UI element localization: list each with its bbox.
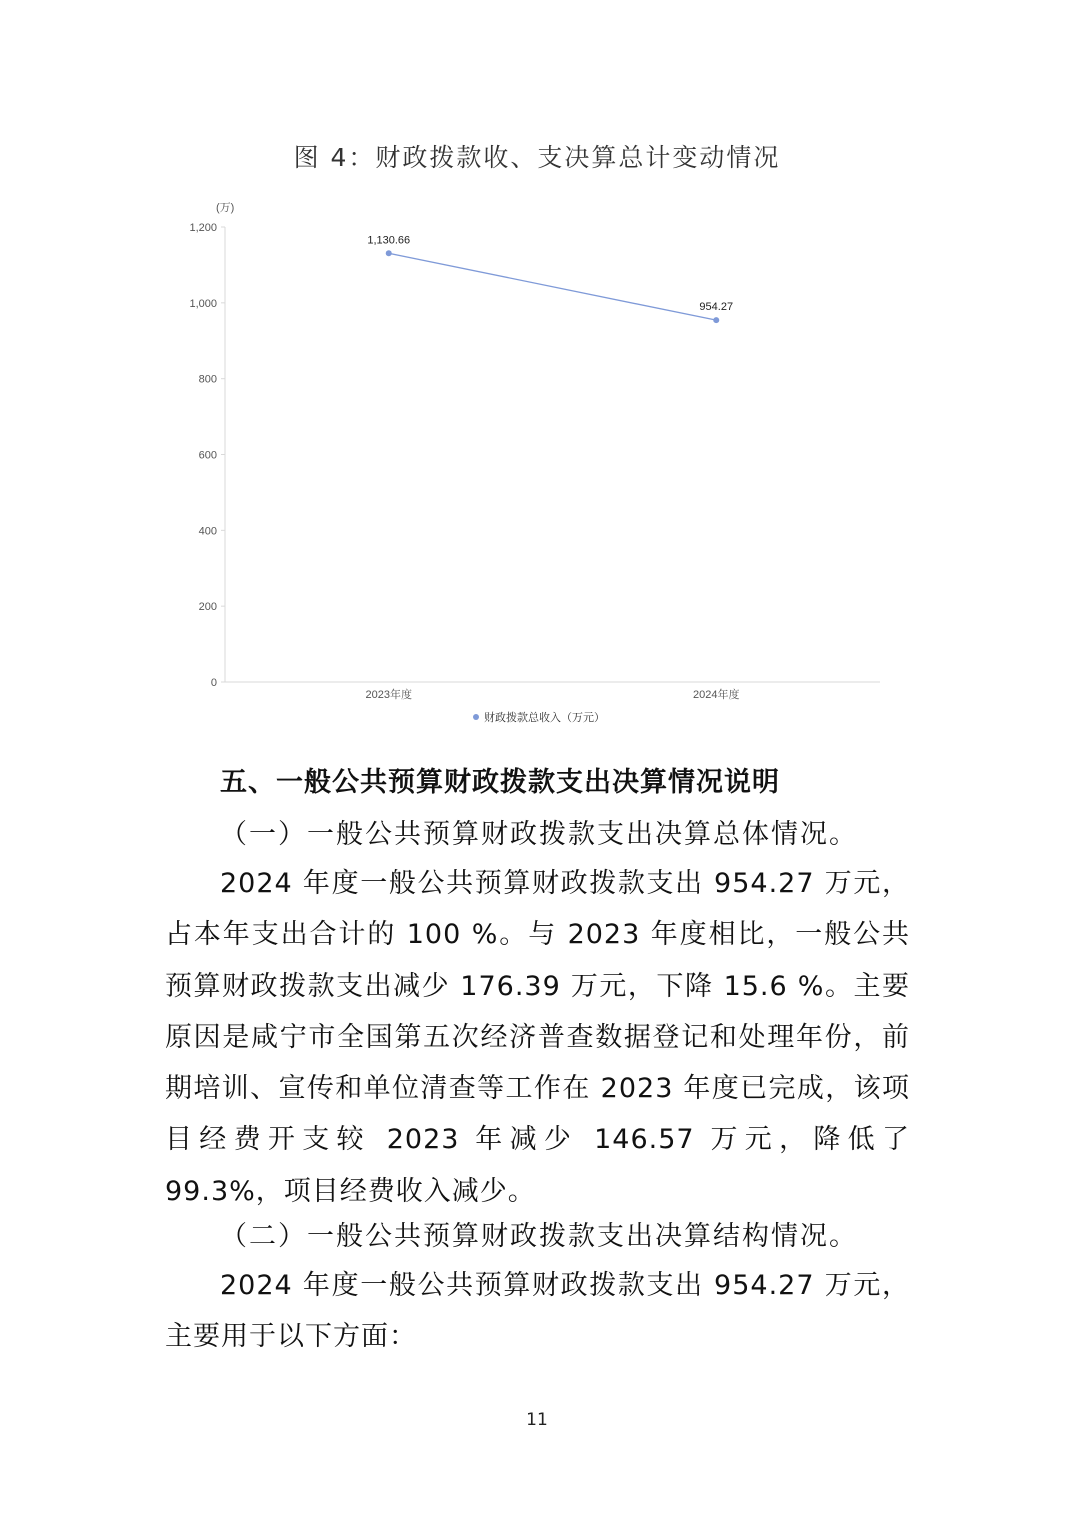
legend-marker xyxy=(473,714,479,720)
subsection-heading-2: （二）一般公共预算财政拨款支出决算结构情况。 xyxy=(220,1221,858,1252)
paragraph-1: 2024 年度一般公共预算财政拨款支出 954.27 万元，占本年支出合计的 100 %。与 2023 年度相比，一般公共预算财政拨款支出减少 176.39 万元，下降 15.6 %。主要原因是咸宁市全国第五次经济普查数据登记和处理年份，前期培训、宣传和单位清查等工作在 2023 年度已完成，该项目经费开支较 2023 年减少 146.57 万元，降低了 99.3%，项目经费收入减少。 xyxy=(165,868,910,1207)
data-point xyxy=(713,317,719,323)
figure-title: 图 4：财政拨款收、支决算总计变动情况 xyxy=(293,143,781,172)
line-chart xyxy=(170,195,890,735)
y-ticks xyxy=(189,222,225,689)
legend-label: 财政拨款总收入（万元） xyxy=(484,712,605,724)
data-label: 1,130.66 xyxy=(367,234,411,247)
y-tick-label: 200 xyxy=(198,601,217,614)
paragraph-2: 2024 年度一般公共预算财政拨款支出 954.27 万元，主要用于以下方面： xyxy=(165,1270,910,1353)
y-tick-label: 1,200 xyxy=(189,222,217,234)
section-heading: 五、一般公共预算财政拨款支出决算情况说明 xyxy=(220,767,780,798)
data-label: 954.27 xyxy=(699,301,734,314)
data-point xyxy=(386,250,392,256)
y-tick-label: 800 xyxy=(198,373,217,386)
y-tick-label: 1,000 xyxy=(189,297,217,310)
x-tick-label: 2023年度 xyxy=(365,689,412,701)
series-line xyxy=(389,253,717,320)
legend xyxy=(473,710,605,724)
data-points xyxy=(367,234,733,323)
y-tick-label: 600 xyxy=(198,449,217,462)
y-tick-label: 400 xyxy=(198,525,217,538)
page-number: 11 xyxy=(526,1410,548,1430)
subsection-heading-1: （一）一般公共预算财政拨款支出决算总体情况。 xyxy=(220,819,858,850)
x-tick-label: 2024年度 xyxy=(693,689,740,701)
y-tick-label: 0 xyxy=(210,677,217,689)
x-ticks xyxy=(366,687,740,701)
y-unit-label: (万) xyxy=(216,202,235,214)
